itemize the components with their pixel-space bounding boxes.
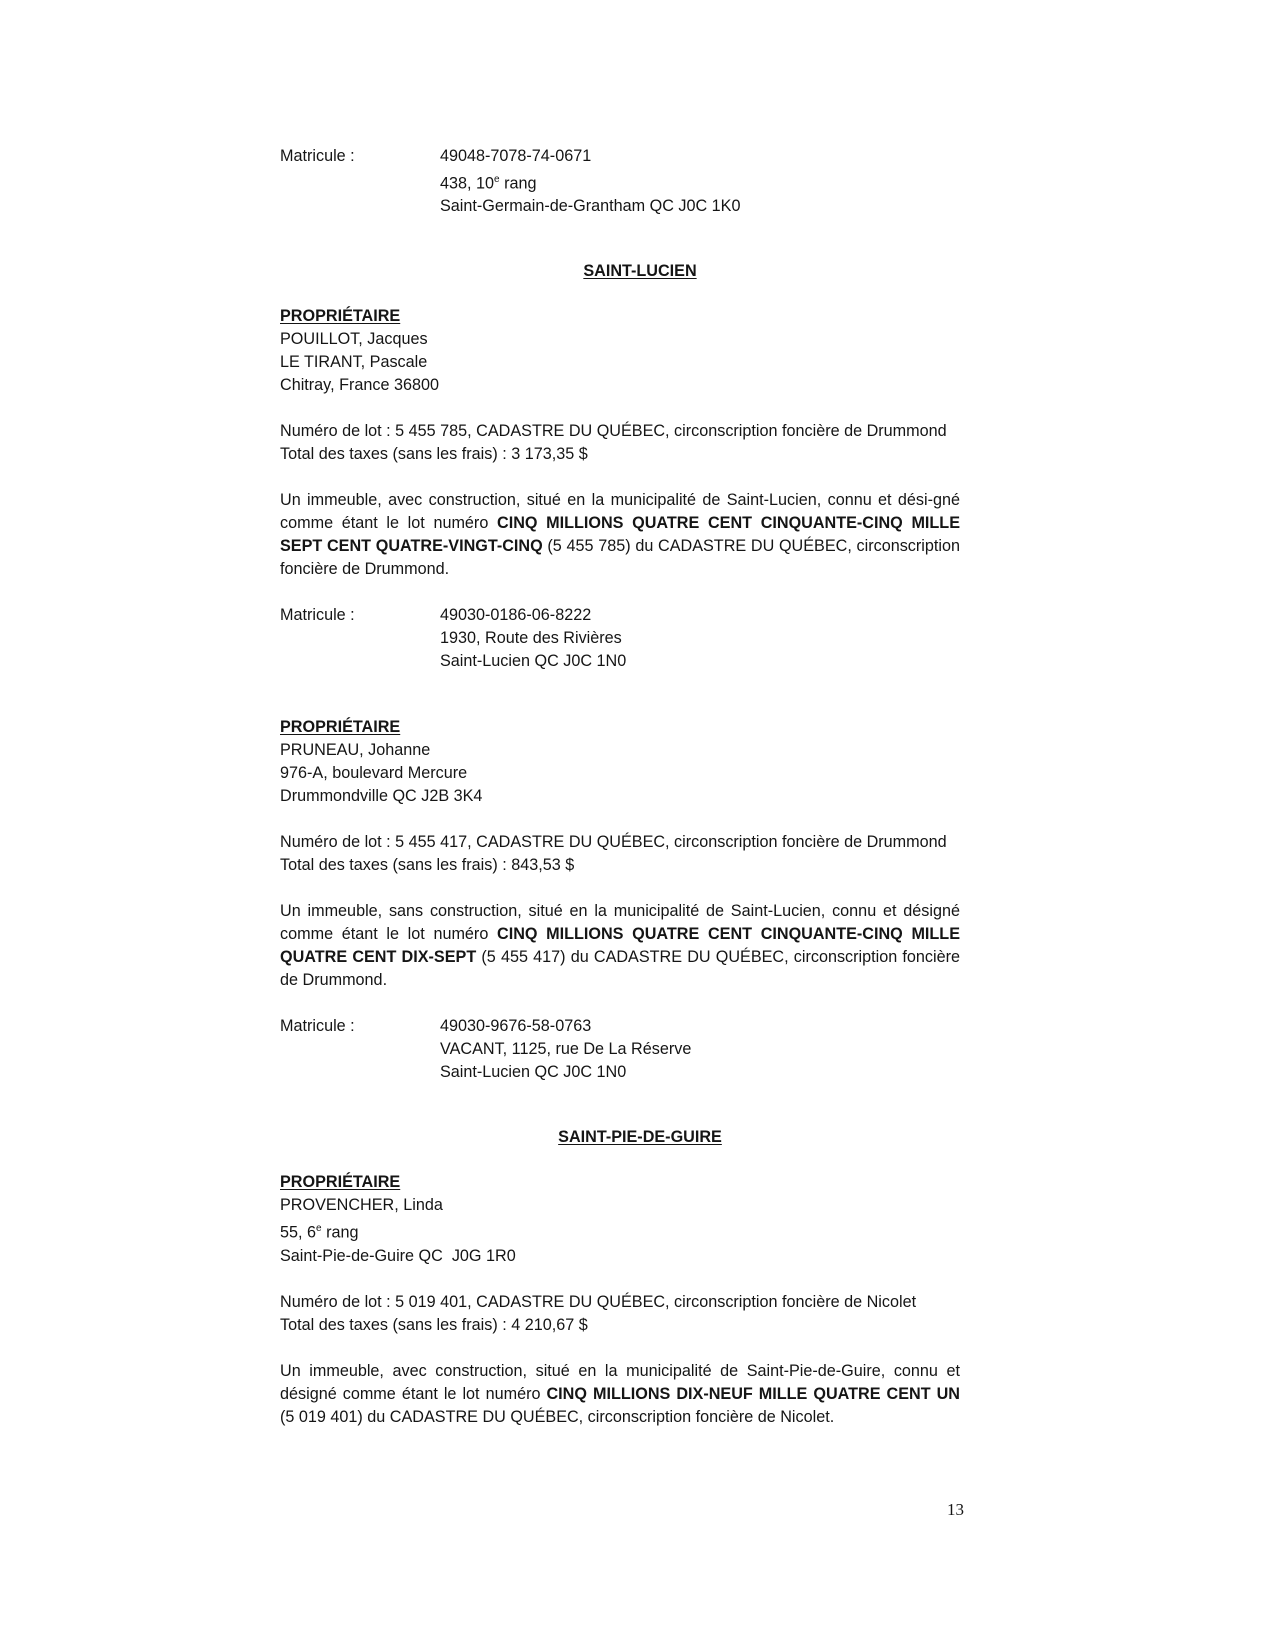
owner-block [280, 716, 960, 808]
owner-line: LE TIRANT, Pascale [280, 353, 428, 372]
property-description: Un immeuble, sans construction, situé en la municipalité de Saint-Lucien, connu et désigné comme étant le lot numéro CINQ MILLIONS QUATRE CENT CINQUANTE-CINQ MILLE QUATRE CENT DIX-SEPT (5 455 417) du CADASTRE DU QUÉBEC, circonscription foncière de Drummond. [280, 902, 961, 990]
owner-title: PROPRIÉTAIRE [280, 307, 401, 326]
matricule-line: VACANT, 1125, rue De La Réserve [440, 1040, 692, 1059]
matricule-line: Saint-Lucien QC J0C 1N0 [440, 652, 627, 671]
section-heading-saint-lucien: SAINT-LUCIEN [583, 262, 697, 281]
owner-name: PROVENCHER, Linda [280, 1196, 443, 1215]
matricule-block [280, 604, 960, 673]
owner-block [280, 1171, 960, 1267]
property-address: 438, 10e rang [440, 174, 537, 193]
matricule-block [280, 1015, 960, 1084]
page-number: 13 [947, 1500, 964, 1519]
lot-info [280, 831, 960, 877]
matricule-line: 1930, Route des Rivières [440, 629, 622, 648]
owner-address: 55, 6e rang [280, 1223, 359, 1242]
property-description: Un immeuble, avec construction, situé en la municipalité de Saint-Lucien, connu et dési-gné comme étant le lot numéro CINQ MILLIONS QUATRE CENT CINQUANTE-CINQ MILLE SEPT CENT QUATRE-VINGT-CINQ (5 455 785) du CADASTRE DU QUÉBEC, circonscription foncière de Drummond. [280, 491, 960, 579]
owner-line: POUILLOT, Jacques [280, 330, 428, 349]
tax-line: Total des taxes (sans les frais) : 3 173,35 $ [280, 445, 588, 464]
owner-city: Saint-Pie-de-Guire QC J0G 1R0 [280, 1246, 516, 1265]
lot-info [280, 1291, 960, 1337]
property-description: Un immeuble, avec construction, situé en la municipalité de Saint-Pie-de-Guire, connu et désigné comme étant le lot numéro CINQ MILLIONS DIX-NEUF MILLE QUATRE CENT UN (5 019 401) du CADASTRE DU QUÉBEC, circonscription foncière de Nicolet. [280, 1361, 960, 1426]
lot-line: Numéro de lot : 5 455 785, CADASTRE DU QUÉBEC, circonscription foncière de Drummond [280, 422, 947, 441]
owner-title: PROPRIÉTAIRE [280, 1173, 401, 1192]
lot-line: Numéro de lot : 5 019 401, CADASTRE DU QUÉBEC, circonscription foncière de Nicolet [280, 1292, 917, 1311]
matricule-label: Matricule : [280, 606, 355, 625]
section-heading-saint-pie-de-guire: SAINT-PIE-DE-GUIRE [558, 1128, 722, 1147]
matricule-block-top [280, 145, 960, 218]
lot-line: Numéro de lot : 5 455 417, CADASTRE DU QUÉBEC, circonscription foncière de Drummond [280, 833, 947, 852]
matricule-line: 49030-0186-06-8222 [440, 606, 592, 625]
owner-line: PRUNEAU, Johanne [280, 741, 431, 760]
owner-line: Drummondville QC J2B 3K4 [280, 787, 483, 806]
tax-line: Total des taxes (sans les frais) : 843,53 $ [280, 856, 575, 875]
owner-title: PROPRIÉTAIRE [280, 718, 401, 737]
owner-line: Chitray, France 36800 [280, 376, 439, 395]
matricule-label: Matricule : [280, 1017, 355, 1036]
document-page [280, 145, 960, 1429]
lot-info [280, 420, 960, 466]
owner-line: 976-A, boulevard Mercure [280, 764, 468, 783]
owner-block [280, 305, 960, 397]
property-city: Saint-Germain-de-Grantham QC J0C 1K0 [440, 197, 741, 216]
matricule-number: 49048-7078-74-0671 [440, 147, 592, 165]
matricule-label: Matricule : [280, 147, 355, 165]
tax-line: Total des taxes (sans les frais) : 4 210,67 $ [280, 1315, 588, 1334]
matricule-line: Saint-Lucien QC J0C 1N0 [440, 1063, 627, 1082]
matricule-line: 49030-9676-58-0763 [440, 1017, 592, 1036]
